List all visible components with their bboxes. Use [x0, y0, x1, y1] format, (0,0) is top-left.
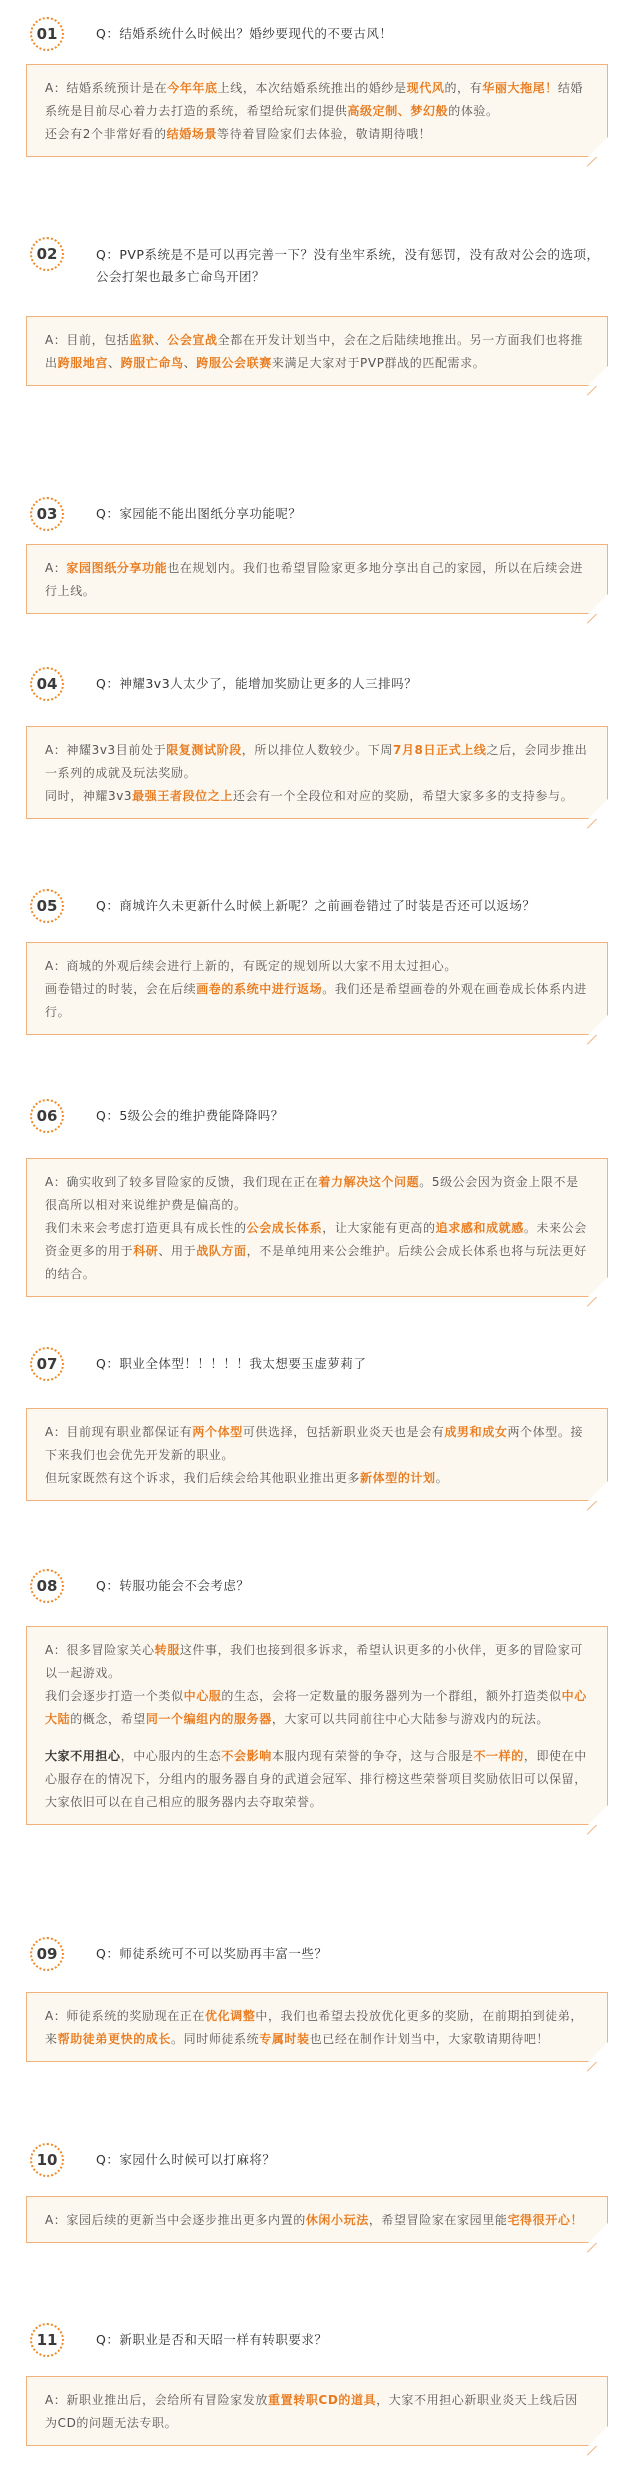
highlight-text: 最强王者段位之上	[132, 789, 233, 803]
answer-paragraph	[45, 123, 589, 146]
answer-text: ，希望冒险家在家园里能	[368, 2213, 508, 2227]
highlight-text: 高级定制、梦幻般	[347, 104, 449, 118]
corner-fold-decoration	[587, 603, 608, 624]
answer-text: A：商城的外观后续会进行上新的，有既定的规划所以大家不用太过担心。	[45, 959, 458, 973]
question-text: Q：家园什么时候可以打麻将？	[96, 2152, 276, 2167]
corner-fold-decoration	[587, 2232, 608, 2253]
answer-text: 这件事，我们也接到很多诉求，希望认识更多的小伙伴，更多的冒险家可以一起游戏。	[45, 1643, 584, 1680]
answer-text: 、	[108, 356, 121, 370]
question-row	[0, 234, 639, 298]
answer-box	[26, 1992, 608, 2062]
highlight-text: 跨服公会联赛	[196, 356, 272, 370]
highlight-text: 战队方面	[196, 1244, 247, 1258]
highlight-text: 公会宣战	[167, 333, 218, 347]
answer-paragraph	[45, 1639, 589, 1685]
qa-item-04	[0, 664, 639, 803]
qa-item-05	[0, 886, 639, 1019]
number-badge: 01	[30, 17, 64, 51]
answer-paragraph	[45, 955, 589, 978]
number-badge: 07	[30, 1347, 64, 1381]
corner-fold-decoration	[587, 808, 608, 829]
answer-text: 、	[154, 333, 168, 347]
answer-paragraph	[45, 77, 589, 123]
qa-item-09	[0, 1934, 639, 2046]
corner-fold-decoration	[587, 375, 608, 396]
answer-paragraph	[45, 1217, 589, 1286]
answer-text: 还会有一个全段位和对应的奖励，希望大家多多的支持参与。	[232, 789, 574, 803]
qa-item-03	[0, 494, 639, 598]
answer-text: A：很多冒险家关心	[45, 1643, 155, 1657]
question-text: Q：新职业是否和天昭一样有转职要求？	[96, 2332, 328, 2347]
answer-text: 可供选择，包括新职业炎天也是会有	[242, 1425, 445, 1439]
highlight-text: 华丽大拖尾！	[482, 81, 558, 95]
answer-text: 的，有	[444, 81, 483, 95]
highlight-text: 科研	[133, 1244, 159, 1258]
answer-box	[26, 544, 608, 614]
highlight-text: 7月8日正式上线	[393, 743, 487, 757]
highlight-text: 着力解决这个问题	[318, 1175, 420, 1189]
number-badge: 10	[30, 2143, 64, 2177]
answer-paragraph	[45, 2209, 589, 2232]
answer-box	[26, 2196, 608, 2243]
highlight-text: 专属时装	[259, 2032, 310, 2046]
answer-text: ，中心服内的生态	[120, 1749, 222, 1763]
answer-text: A：目前，包括	[45, 333, 130, 347]
highlight-text: 家园图纸分享功能	[66, 561, 168, 575]
question-row	[0, 1344, 639, 1384]
corner-fold-decoration	[587, 1490, 608, 1511]
answer-text: 上线，本次结婚系统推出的婚纱是	[217, 81, 407, 95]
answer-text: 也在规划内。我们也希望冒险家更多地分享出自己的家园，所以在后续会进行上线。	[45, 561, 584, 598]
answer-text: 来满足大家对于PVP群战的匹配需求。	[271, 356, 486, 370]
question-row	[0, 1934, 639, 1974]
highlight-text: 画卷的系统中进行返场	[196, 982, 323, 996]
answer-text: 结婚系统是目前尽心着力去打造的系统，希望给玩家们提供	[45, 81, 584, 118]
question-text: Q：5级公会的维护费能降降吗？	[96, 1108, 284, 1123]
answer-text: A：新职业推出后，会给所有冒险家发放	[45, 2393, 269, 2407]
highlight-text: 限复测试阶段	[166, 743, 242, 757]
question-row	[0, 14, 639, 54]
answer-text: 同时，神耀3v3	[45, 789, 133, 803]
highlight-text: 跨服亡命鸟	[120, 356, 184, 370]
answer-paragraph	[45, 2389, 589, 2435]
answer-text: A：	[45, 561, 67, 575]
highlight-text: 中心大陆	[45, 1689, 587, 1726]
answer-text: 我们会逐步打造一个类似	[45, 1689, 184, 1703]
highlight-text: 优化调整	[205, 2009, 256, 2023]
qa-item-01	[0, 14, 639, 141]
highlight-text: 两个体型	[192, 1425, 243, 1439]
number-badge: 11	[30, 2323, 64, 2357]
number-badge: 06	[30, 1099, 64, 1133]
qa-item-06	[0, 1096, 639, 1281]
highlight-text: 重置转职CD的道具	[268, 2393, 377, 2407]
paragraph-gap	[45, 1731, 589, 1745]
highlight-text: 同一个编组内的服务器	[145, 1712, 272, 1726]
answer-text: 全都在开发计划当中，会在之后陆续地推出。另一方面我们也将推出	[45, 333, 584, 370]
question-text: Q：职业全体型！！！！！我太想要玉虚萝莉了	[96, 1356, 367, 1371]
answer-text: 画卷错过的时装，会在后续	[45, 982, 197, 996]
number-badge: 08	[30, 1569, 64, 1603]
answer-text: 中，我们也希望去投放优化更多的奖励，在前期拍到徒弟，来	[45, 2009, 584, 2046]
question-row	[0, 494, 639, 534]
answer-box	[26, 2376, 608, 2446]
highlight-text: 现代风	[406, 81, 445, 95]
answer-paragraph	[45, 329, 589, 375]
answer-text: ，大家不用担心新职业炎天上线后因为CD的问题无法专职。	[45, 2393, 578, 2430]
question-text: Q：家园能不能出图纸分享功能呢？	[96, 506, 302, 521]
corner-fold-decoration	[587, 1814, 608, 1835]
answer-text: 的体验。	[448, 104, 499, 118]
answer-text: A：目前现有职业都保证有	[45, 1425, 193, 1439]
answer-text: ，大家可以共同前往中心大陆参与游戏内的玩法。	[271, 1712, 550, 1726]
answer-text: 两个体型。接下来我们也会优先开发新的职业。	[45, 1425, 584, 1462]
qa-item-02	[0, 234, 639, 370]
highlight-text: 跨服地宫	[57, 356, 109, 370]
answer-text: 我们未来会考虑打造更具有成长性的	[45, 1221, 247, 1235]
answer-text: 本服内现有荣誉的争夺，这与合服是	[271, 1749, 474, 1763]
highlight-text: 公会成长体系	[246, 1221, 323, 1235]
answer-paragraph	[45, 1421, 589, 1467]
qa-item-10	[0, 2140, 639, 2227]
answer-text: 等待着冒险家们去体验，敬请期待哦！	[217, 127, 432, 141]
answer-text: 的生态，会将一定数量的服务器列为一个群组，额外打造类似	[221, 1689, 562, 1703]
question-row	[0, 2140, 639, 2180]
question-row	[0, 2320, 639, 2360]
number-badge: 05	[30, 889, 64, 923]
answer-paragraph	[45, 785, 589, 808]
answer-paragraph	[45, 2005, 589, 2051]
question-row	[0, 1566, 639, 1606]
answer-text: ，即使在中心服存在的情况下，分组内的服务器自身的武道会冠军、排行榜这些荣誉项目奖励依旧可以保留，大家依旧可以在自己相应的服务器内去夺取荣誉。	[45, 1749, 587, 1809]
question-text: Q：商城许久未更新什么时候上新呢？之前画卷错过了时装是否还可以返场？	[96, 898, 536, 913]
answer-text: 。	[435, 1471, 449, 1485]
answer-text: 但玩家既然有这个诉求，我们后续会给其他职业推出更多	[45, 1471, 361, 1485]
answer-text: 之后，会同步推出一系列的成就及玩法奖励。	[45, 743, 588, 780]
highlight-text: 中心服	[183, 1689, 222, 1703]
answer-box	[26, 1158, 608, 1297]
answer-paragraph	[45, 1685, 589, 1731]
answer-text: ，让大家能有更高的	[322, 1221, 436, 1235]
answer-box	[26, 1408, 608, 1501]
answer-text: 。我们还是希望画卷的外观在画卷成长体系内进行。	[45, 982, 587, 1019]
answer-box	[26, 316, 608, 386]
answer-text: A：神耀3v3目前处于	[45, 743, 167, 757]
question-row	[0, 664, 639, 704]
question-text: Q：转服功能会不会考虑？	[96, 1578, 250, 1593]
qa-item-08	[0, 1566, 639, 1809]
number-badge: 04	[30, 667, 64, 701]
corner-fold-decoration	[587, 1286, 608, 1307]
highlight-text: 不一样的	[473, 1749, 524, 1763]
answer-text: 还会有2个非常好看的	[45, 127, 167, 141]
answer-text: 、	[183, 356, 197, 370]
answer-text: 。未来公会资金更多的用于	[45, 1221, 587, 1258]
highlight-text: 监狱	[129, 333, 155, 347]
corner-fold-decoration	[587, 1024, 608, 1045]
highlight-text: 休闲小玩法	[305, 2213, 369, 2227]
highlight-text: 追求感和成就感	[435, 1221, 524, 1235]
answer-text: ，所以排位人数较少。下周	[241, 743, 393, 757]
number-badge: 09	[30, 1937, 64, 1971]
highlight-text: 新体型的计划	[360, 1471, 436, 1485]
question-text: Q：师徒系统可不可以奖励再丰富一些？	[96, 1946, 328, 1961]
highlight-text: 转服	[154, 1643, 180, 1657]
answer-text: ，不是单纯用来公会维护。后续公会成长体系也将与玩法更好的结合。	[45, 1244, 587, 1281]
highlight-text: 不会影响	[221, 1749, 272, 1763]
answer-paragraph	[45, 557, 589, 603]
corner-fold-decoration	[587, 2435, 608, 2456]
question-text: Q：结婚系统什么时候出？婚纱要现代的不要古风！	[96, 26, 393, 41]
corner-fold-decoration	[587, 146, 608, 167]
question-text: Q：神耀3v3人太少了，能增加奖励让更多的人三排吗？	[96, 676, 418, 691]
highlight-text: 宅得很开心！	[507, 2213, 584, 2227]
question-row	[0, 886, 639, 926]
answer-paragraph	[45, 739, 589, 785]
answer-text: A：师徒系统的奖励现在正在	[45, 2009, 206, 2023]
number-badge: 03	[30, 497, 64, 531]
highlight-text: 今年年底	[167, 81, 218, 95]
answer-text: 。5级公会因为资金上限不是很高所以相对来说维护费是偏高的。	[45, 1175, 579, 1212]
highlight-text: 成男和成女	[444, 1425, 508, 1439]
answer-text: 、用于	[158, 1244, 197, 1258]
number-badge: 02	[30, 237, 64, 271]
answer-paragraph	[45, 1171, 589, 1217]
qa-item-07	[0, 1344, 639, 1485]
answer-box	[26, 726, 608, 819]
answer-text: 也已经在制作计划当中，大家敬请期待吧！	[309, 2032, 550, 2046]
corner-fold-decoration	[587, 2051, 608, 2072]
answer-text: A：确实收到了较多冒险家的反馈，我们现在正在	[45, 1175, 319, 1189]
answer-box	[26, 1626, 608, 1825]
highlight-text: 帮助徒弟更快的成长	[57, 2032, 172, 2046]
answer-text: 大家不用担心	[45, 1749, 121, 1763]
answer-text: 。同时师徒系统	[171, 2032, 260, 2046]
answer-paragraph	[45, 1745, 589, 1814]
answer-box	[26, 942, 608, 1035]
qa-item-11	[0, 2320, 639, 2430]
question-row	[0, 1096, 639, 1136]
highlight-text: 结婚场景	[166, 127, 218, 141]
answer-text: 的概念，希望	[70, 1712, 146, 1726]
answer-text: A：结婚系统预计是在	[45, 81, 168, 95]
answer-text: A：家园后续的更新当中会逐步推出更多内置的	[45, 2213, 306, 2227]
answer-paragraph	[45, 1467, 589, 1490]
answer-box	[26, 64, 608, 157]
answer-paragraph	[45, 978, 589, 1024]
question-text: Q：PVP系统是不是可以再完善一下？没有坐牢系统，没有惩罚，没有敌对公会的选项，公会打架也最多亡命鸟开团？	[96, 247, 600, 284]
